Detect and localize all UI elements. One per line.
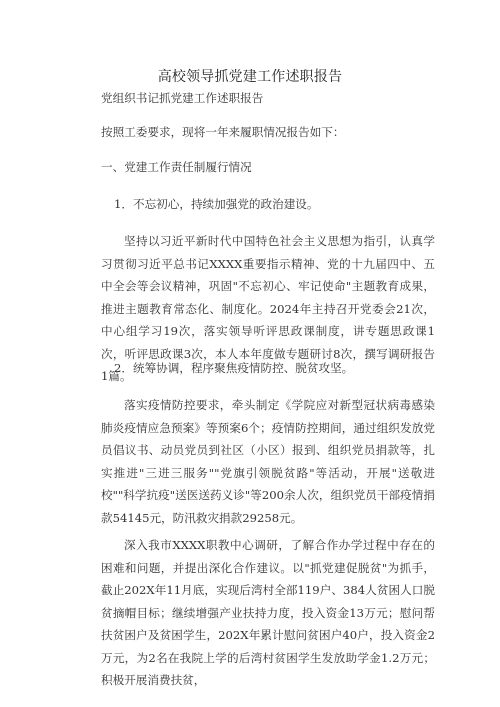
item3-paragraph: 深入我市XXXX职教中心调研，了解合作办学过程中存在的困难和问题，并提出深化合作建议。以"抓党建促脱贫"为抓手，截止202X年11月底，实现后湾村全部119户、384人贫困人口脱贫摘帽目标；继续增强产业扶持力度，投入资金13万元；慰问帮扶贫困户及贫困学生，202X年累计慰问贫困户40户，投入资金2万元，为2名在我院上学的后湾村贫困学生发放助学金1.2万元；积极开展消费扶贫， xyxy=(101,538,435,687)
item2-heading: 2．统筹协调，程序聚焦疫情防控、脱贫攻坚。 xyxy=(114,361,354,375)
document-subtitle: 党组织书记抓党建工作述职报告 xyxy=(101,91,264,105)
item1-paragraph: 坚持以习近平新时代中国特色社会主义思想为指引，认真学习贯彻习近平总书记XXXX重要指示精神、党的十九届四中、五中全会等会议精神，巩固"不忘初心、牢记使命"主题教育成果，推进主题教育常态化、制度化。2024年主持召开党委会21次，中心组学习19次，落实领导听评思政课制度，讲专题思政课1次，听评思政课3次，本人本年度做专题研讨8次，撰写调研报告1篇。 xyxy=(101,234,435,383)
intro-line: 按照工委要求，现将一年来履职情况报告如下： xyxy=(101,125,345,139)
document-title: 高校领导抓党建工作述职报告 xyxy=(157,69,343,85)
item2-paragraph: 落实疫情防控要求，牵头制定《学院应对新型冠状病毒感染肺炎疫情应急预案》等预案6个；疫情防控期间，通过组织发放党员倡议书、动员党员到社区（小区）报到、组织党员捐款等，扎实推进"三进三服务""党旗引领脱贫路"等活动，开展"送敬进校""科学抗疫"送医送药义诊"等200余人次，组织党员干部疫情捐款54145元，防汛救灾捐款29258元。 xyxy=(101,398,435,525)
item1-heading: 1．不忘初心，持续加强党的政治建设。 xyxy=(114,197,319,211)
section1-heading: 一、党建工作责任制履行情况 xyxy=(101,160,252,174)
